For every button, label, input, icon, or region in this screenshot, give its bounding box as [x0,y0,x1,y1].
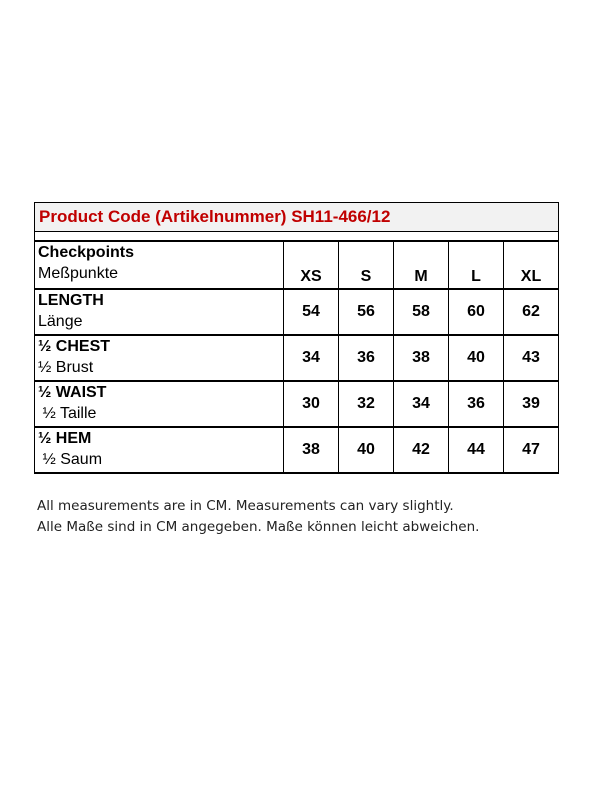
measurement-cell: 34 [394,381,449,427]
measurement-cell: 30 [284,381,339,427]
measurement-cell: 32 [339,381,394,427]
product-code-title: Product Code (Artikelnummer) SH11-466/12 [35,203,559,232]
measurement-cell: 44 [449,427,504,473]
measurement-cell: 36 [339,335,394,381]
checkpoint-cell [35,381,284,427]
measurement-cell: 58 [394,289,449,335]
checkpoint-de: Länge [38,313,83,330]
table-row [35,335,559,381]
measurement-cell: 43 [504,335,559,381]
measurement-cell: 47 [504,427,559,473]
size-header-xl: XL [504,241,559,289]
measurement-note-en: All measurements are in CM. Measurements can vary slightly. [37,498,454,514]
checkpoint-en: ½ HEM [38,430,92,447]
measurement-cell: 36 [449,381,504,427]
checkpoint-de: ½ Brust [38,359,94,376]
measurement-note-de: Alle Maße sind in CM angegeben. Maße können leicht abweichen. [37,519,480,535]
measurement-cell: 60 [449,289,504,335]
table-row [35,289,559,335]
checkpoint-cell [35,427,284,473]
checkpoint-de: ½ Taille [38,405,97,422]
header-row [35,241,559,289]
checkpoint-cell [35,289,284,335]
measurement-cell: 56 [339,289,394,335]
size-header-m: M [394,241,449,289]
size-chart-table [34,202,559,474]
checkpoint-cell [35,335,284,381]
table-row [35,427,559,473]
spacer-row [35,232,559,242]
measurement-cell: 34 [284,335,339,381]
checkpoint-en: ½ CHEST [38,338,111,355]
measurement-cell: 54 [284,289,339,335]
size-header-xs: XS [284,241,339,289]
checkpoints-header [35,241,284,289]
title-row [35,203,559,232]
messpunkte-label: Meßpunkte [38,265,119,282]
size-header-l: L [449,241,504,289]
measurement-cell: 40 [339,427,394,473]
measurement-cell: 39 [504,381,559,427]
measurement-cell: 40 [449,335,504,381]
size-header-s: S [339,241,394,289]
checkpoints-label: Checkpoints [38,244,135,261]
table-row [35,381,559,427]
measurement-cell: 38 [394,335,449,381]
checkpoint-de: ½ Saum [38,451,103,468]
measurement-cell: 42 [394,427,449,473]
checkpoint-en: ½ WAIST [38,384,107,401]
checkpoint-en: LENGTH [38,292,104,309]
measurement-cell: 38 [284,427,339,473]
measurement-cell: 62 [504,289,559,335]
